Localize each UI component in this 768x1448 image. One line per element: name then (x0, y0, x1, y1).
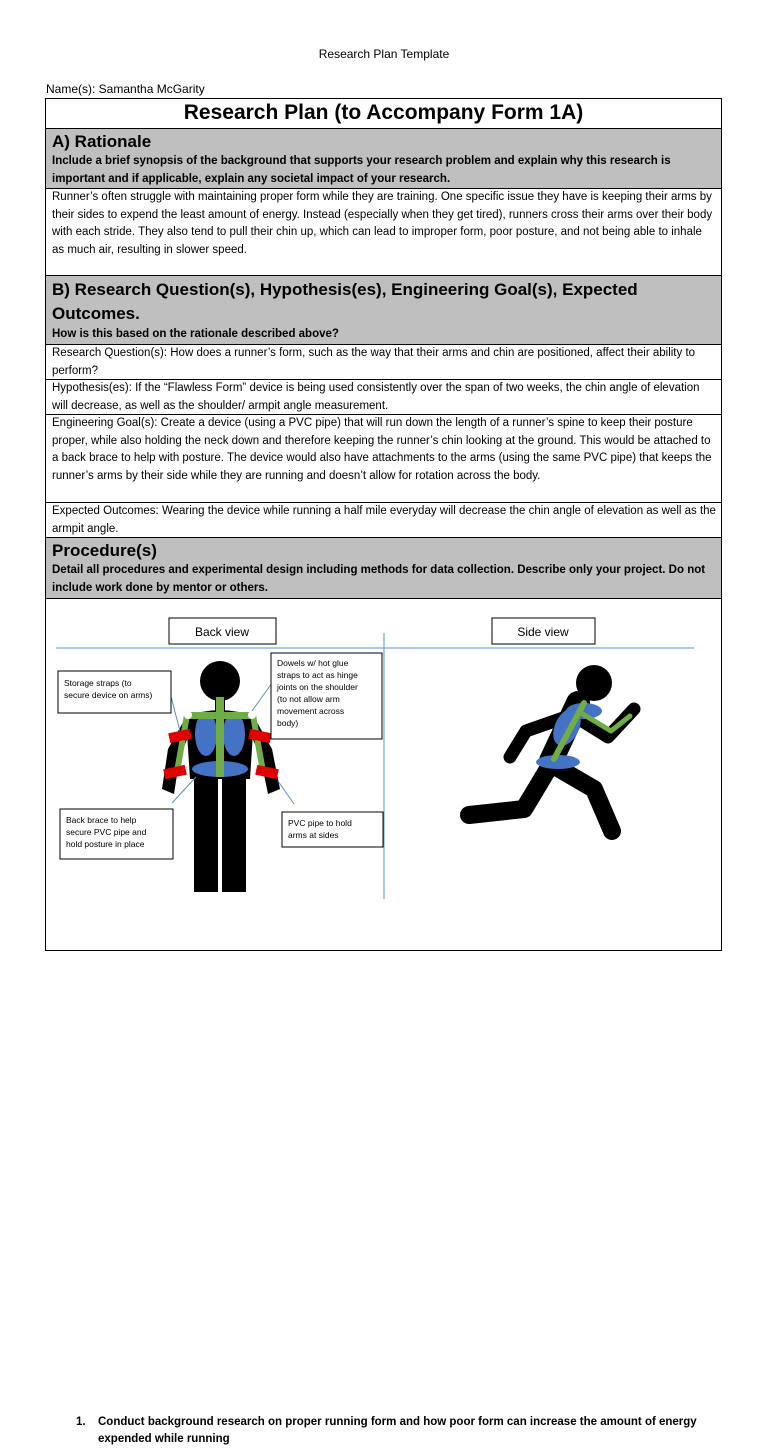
figure-right-leg (222, 777, 246, 892)
rationale-content: Runner’s often struggle with maintaining proper form while they are training. One specific issue they have is keeping their arms by their sides to expend the least amount of energy. Instead (especially when they get tired), runners cross their arms over their body with each stride. They also tend to pull their chin up, which can lead to improper form, poor posture, and not being able to inhale as much air, resulting in slower speed. (52, 191, 713, 256)
hypothesis-row (46, 380, 721, 415)
figure-head (200, 661, 240, 701)
document-title: Research Plan Template (318, 47, 450, 61)
step-number: 1. (76, 1416, 86, 1428)
figure-left-leg (194, 777, 218, 892)
procedure-instructions: Detail all procedures and experimental design including methods for data collection. Describe only your project. Do not include work done by mentor or others. (52, 564, 706, 594)
pvc-spine (216, 697, 224, 777)
callout-brace-line1: Back brace to help (66, 815, 137, 825)
callout-straps-line2: secure device on arms) (64, 690, 153, 700)
callout-dowels-line2: straps to act as hinge (277, 670, 358, 680)
rationale-instructions: Include a brief synopsis of the background that supports your research problem and explain why this research is important and if applicable, explain any societal impact of your research. (52, 155, 671, 185)
research-question-row (46, 345, 721, 380)
procedure-heading: Procedure(s) (52, 541, 157, 560)
hinge-right (248, 711, 256, 719)
procedure-content-row (46, 599, 721, 1445)
questions-header (46, 276, 721, 345)
questions-heading: B) Research Question(s), Hypothesis(es), Engineering Goal(s), Expected Outcomes. (52, 280, 638, 323)
questions-instructions: How is this based on the rationale described above? (52, 328, 339, 340)
main-heading: Research Plan (to Accompany Form 1A) (183, 101, 584, 124)
back-view-label: Back view (194, 625, 250, 639)
rationale-header (46, 129, 721, 189)
callout-dowels-line5: movement across (277, 706, 345, 716)
rationale-heading: A) Rationale (52, 132, 152, 151)
back-view-figure (162, 661, 280, 892)
name-line: Name(s): Samantha McGarity (46, 82, 205, 96)
side-view-runner (469, 665, 634, 831)
device-diagram (46, 599, 721, 899)
pvc-shoulders (188, 712, 252, 719)
connector-pvc (278, 781, 294, 804)
research-question: Research Question(s): How does a runner’s form, such as the way that their arms and chin are positioned, affect their ability to perform? (52, 347, 696, 377)
runner-back-leg (469, 764, 551, 815)
callout-brace-line2: secure PVC pipe and (66, 827, 147, 837)
side-view-label: Side view (517, 625, 569, 639)
expected-outcomes-row (46, 503, 721, 538)
hypothesis: Hypothesis(es): If the “Flawless Form” device is being used consistently over the span of two weeks, the chin angle of elevation will decrease, as well as the shoulder/ armpit angle measurement. (52, 382, 700, 412)
research-plan-table (45, 98, 722, 1445)
callout-dowels-line6: body) (277, 718, 299, 728)
hinge-left (184, 711, 192, 719)
callout-straps-line1: Storage straps (to (64, 678, 132, 688)
callout-dowels-line4: (to not allow arm (277, 694, 340, 704)
callout-pvc-line2: arms at sides (288, 830, 339, 840)
callout-dowels-line3: joints on the shoulder (277, 682, 358, 692)
connector-dowels (252, 683, 272, 711)
engineering-goal: Engineering Goal(s): Create a device (using a PVC pipe) that will run down the length of a runner’s spine to keep their posture proper, while also holding the neck down and therefore keeping the runner’s chin looking at the ground. This would be attached to a back brace to help with posture. The device would also have attachments to the arms (using the same PVC pipe) that keeps the runner’s arms by their side while they are running and doesn’t allow for rotation across the body. (52, 417, 712, 482)
rationale-content-row (46, 189, 721, 276)
callout-brace-line3: hold posture in place (66, 839, 145, 849)
runner-front-leg (551, 764, 612, 831)
main-heading-row (46, 99, 721, 129)
callout-pvc-line1: PVC pipe to hold (288, 818, 352, 828)
callout-dowels-line1: Dowels w/ hot glue (277, 658, 349, 668)
procedure-header (46, 538, 721, 599)
step-text: Conduct background research on proper running form and how poor form can increase the amount of energy expended while running (98, 1416, 697, 1445)
engineering-goal-row (46, 415, 721, 503)
expected-outcomes: Expected Outcomes: Wearing the device while running a half mile everyday will decrease the chin angle of elevation as well as the armpit angle. (52, 505, 716, 535)
